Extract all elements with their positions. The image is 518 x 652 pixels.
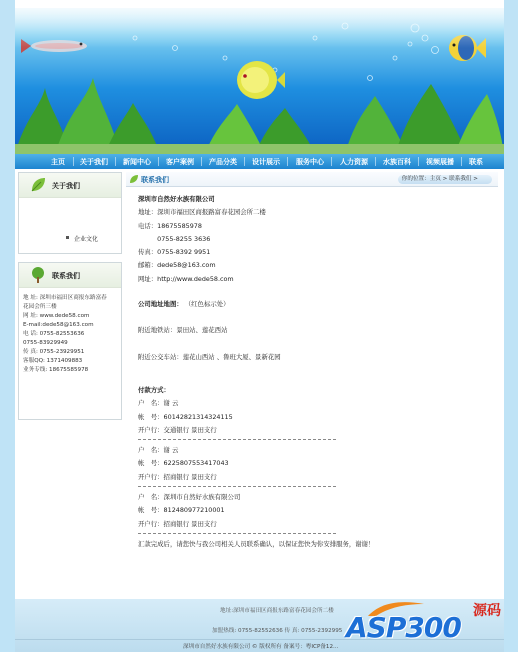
contact-line: 网 址: www.dede58.com xyxy=(23,313,90,319)
account-line: 开户行：交通银行 景田支行 xyxy=(138,425,217,434)
nav-wiki[interactable]: 水族百科 xyxy=(383,158,411,166)
left-sidebar xyxy=(18,172,122,373)
watermark-tag: 源码 xyxy=(473,603,501,619)
divider xyxy=(138,533,336,534)
leaf-icon xyxy=(29,176,47,194)
watermark-brand: ASP300 xyxy=(346,611,461,644)
footer-address: 地址:深圳市福田区商报东路富春花园会所二楼 xyxy=(220,608,334,614)
account-line: 户 名：谢 云 xyxy=(138,446,179,455)
nav-cases[interactable]: 客户案例 xyxy=(166,158,194,166)
nav-separator xyxy=(73,157,74,166)
map-heading xyxy=(138,298,486,311)
bullet-icon xyxy=(66,236,69,239)
nav-hr[interactable]: 人力资源 xyxy=(340,158,368,166)
detail-line: 电话：18675585978 xyxy=(138,221,202,230)
divider xyxy=(138,486,336,487)
breadcrumb: 你的位置：主页 > 联系我们 > xyxy=(398,175,492,184)
contact-line: 电 话: 0755-82553636 xyxy=(23,331,85,337)
contact-line: 花园会所三楼 xyxy=(23,304,57,310)
water-light xyxy=(15,8,504,48)
main-nav xyxy=(15,154,504,169)
content-header xyxy=(126,172,498,187)
detail-line: 邮箱：dede58@163.com xyxy=(138,261,216,270)
bus-info: 附近公交车站：莲花山西站 、鲁班大厦、景新花园 xyxy=(138,352,281,361)
watermark-logo xyxy=(346,598,518,652)
contact-line: 传 真: 0755-23929951 xyxy=(23,349,85,355)
divider xyxy=(138,439,336,440)
payment-title: 付款方式： xyxy=(138,385,170,394)
map-label: 公司地址地图： xyxy=(138,300,183,309)
account-line: 开户行：招商银行 景田支行 xyxy=(138,472,217,481)
nav-design[interactable]: 设计展示 xyxy=(252,158,280,166)
account-line: 户 名：深圳市自然好水族有限公司 xyxy=(138,493,241,502)
nav-separator xyxy=(331,157,332,166)
nav-home[interactable]: 主页 xyxy=(51,158,65,166)
company-name: 深圳市自然好水族有限公司 xyxy=(138,195,215,203)
tree-icon xyxy=(29,266,47,284)
contact-line: 地 址: 深圳市福田区商报东路富春 xyxy=(23,295,107,301)
footer-copyright: 深圳市自然好水族有限公司 © 版权所有 备案号：粤ICP备12... xyxy=(183,644,339,650)
map-note: （红色标示处） xyxy=(184,300,230,309)
contact-line: 业务专线: 18675585978 xyxy=(23,367,89,373)
contact-line: 客服QQ: 1371409883 xyxy=(23,358,83,364)
account-line: 帐 号：60142821314324115 xyxy=(138,412,233,421)
nav-separator xyxy=(461,157,462,166)
sidebar-item-culture[interactable]: 企业文化 xyxy=(74,236,99,243)
contact-details xyxy=(126,187,498,551)
nav-about[interactable]: 关于我们 xyxy=(80,158,108,166)
nav-separator xyxy=(287,157,288,166)
detail-line: 传真：0755-8392 9951 xyxy=(138,248,211,257)
about-box-header xyxy=(19,173,121,198)
nav-separator xyxy=(158,157,159,166)
contact-box xyxy=(18,262,122,420)
page xyxy=(15,0,504,652)
account-line: 开户行：招商银行 景田支行 xyxy=(138,519,217,528)
about-box-title: 关于我们 xyxy=(52,182,80,190)
contact-box-title: 联系我们 xyxy=(52,272,80,280)
header-banner xyxy=(15,8,504,154)
main-content xyxy=(126,172,498,551)
nav-contact[interactable]: 联系 xyxy=(469,158,483,166)
account-line: 帐 号：812480977210001 xyxy=(138,506,225,515)
remit-note: 汇款完成后，请您快与我公司相关人员联系确认，以保证您快为你安排服务，谢谢！ xyxy=(138,539,375,548)
about-box xyxy=(18,172,122,254)
nav-video[interactable]: 视频展播 xyxy=(426,158,454,166)
nav-separator xyxy=(115,157,116,166)
account-line: 户 名：谢 云 xyxy=(138,399,179,408)
leaf-icon xyxy=(129,174,139,184)
footer-phone: 加盟热线: 0755-82552636 传 真: 0755-2392995 xyxy=(212,628,343,634)
detail-line: 网址：http://www.dede58.com xyxy=(138,274,234,283)
nav-service[interactable]: 服务中心 xyxy=(296,158,324,166)
content-title: 联系我们 xyxy=(141,176,169,184)
nav-separator xyxy=(418,157,419,166)
account-line: 帐 号：6225807553417043 xyxy=(138,459,229,468)
nav-products[interactable]: 产品分类 xyxy=(209,158,237,166)
detail-line: 地址：深圳市福田区商报路富春花园会所二楼 xyxy=(138,208,266,217)
contact-line: 0755-83929949 xyxy=(23,340,68,346)
nav-separator xyxy=(244,157,245,166)
contact-box-header xyxy=(19,263,121,288)
nav-separator xyxy=(375,157,376,166)
contact-line: E-mail:dede58@163.com xyxy=(23,322,94,328)
discus-fish xyxy=(237,61,285,99)
detail-line: 0755-8255 3636 xyxy=(138,234,211,243)
nav-news[interactable]: 新闻中心 xyxy=(123,158,151,166)
metro-info: 附近地铁站：景田站、莲花西站 xyxy=(138,326,228,335)
nav-separator xyxy=(201,157,202,166)
contact-info xyxy=(19,288,121,381)
